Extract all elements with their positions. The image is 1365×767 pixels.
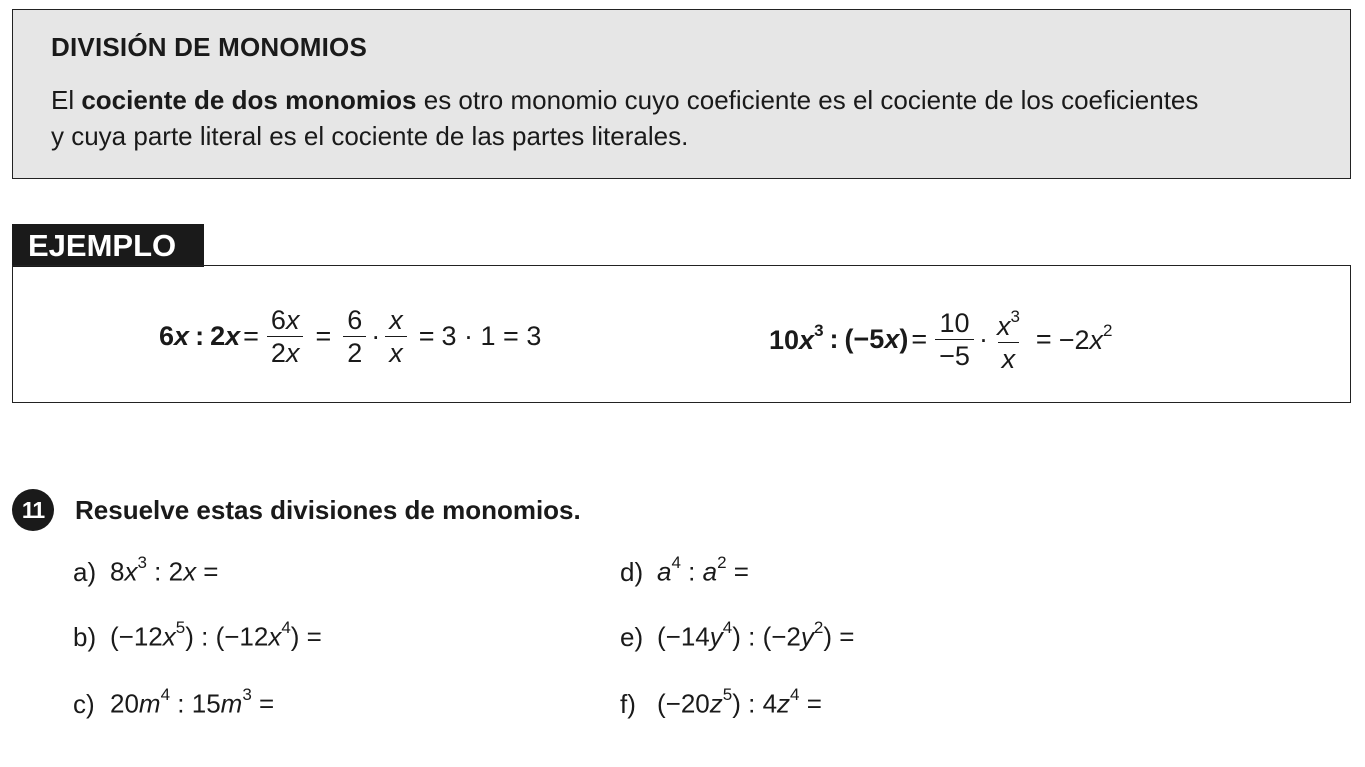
eq1-equals-1: = — [243, 321, 259, 351]
eq1-lhs-b: 2x — [210, 321, 241, 351]
theory-line1-pre: El — [51, 85, 82, 115]
theory-box — [12, 9, 1351, 179]
eq1-colon: : — [195, 321, 205, 351]
exercise-item-b: b) $(-12x^5)$ : $(-12x^4)$ = — [73, 618, 322, 652]
item-label: d) — [620, 556, 644, 587]
item-label: e) — [620, 621, 644, 652]
ejemplo-label: EJEMPLO — [12, 224, 204, 267]
eq1-equals-2: = — [315, 321, 332, 351]
theory-text — [51, 82, 1251, 154]
exercise-item-a: a) $8x^3$ : 2x = — [73, 553, 219, 587]
exercise-number-badge: 11 — [12, 489, 54, 531]
eq1-fraction-1: $\frac{6x}{2x}$ — [267, 304, 304, 369]
exercise-item-f: f) $(-20z^5)$ : $4z^4$ = — [620, 685, 822, 719]
exercise-item-d: d) $a^4$ : $a^2$ = — [620, 553, 749, 587]
example-equation-2 — [769, 304, 1112, 375]
exercise-item-c: c) $20m^4$ : $15m^3$ = — [73, 685, 275, 719]
theory-line2: y cuya parte literal es el cociente de las partes literales. — [51, 121, 689, 151]
theory-line1-bold: cociente de dos monomios — [81, 85, 417, 115]
eq1-fraction-2: $\frac{6}{2}$ — [343, 304, 366, 369]
item-label: c) — [73, 688, 95, 719]
item-label: b) — [73, 621, 97, 652]
exercise-item-e: e) $(-14y^4)$ : $(-2y^2)$ = — [620, 618, 855, 652]
item-label: a) — [73, 556, 97, 587]
eq1-fraction-3: $\frac{x}{x}$ — [385, 304, 407, 369]
example-equation-1 — [159, 304, 541, 369]
ejemplo-box — [12, 265, 1351, 403]
exercise-title: Resuelve estas divisiones de monomios. — [75, 494, 581, 525]
eq2-dot: · — [978, 324, 988, 354]
eq1-tail: 3 · 1 = 3 — [441, 321, 542, 351]
eq1-lhs-a: 6x — [159, 321, 190, 351]
eq2-lhs-a: $10x^3$ — [769, 320, 824, 355]
eq1-dot: · — [371, 321, 381, 351]
eq1-equals-3: = — [418, 321, 435, 351]
theory-line1-post: es otro monomio cuyo coeficiente es el cociente de los coeficientes — [416, 85, 1199, 115]
item-label: f) — [620, 688, 636, 719]
eq2-equals-2: = — [1035, 324, 1052, 354]
theory-title: DIVISIÓN DE MONOMIOS — [51, 32, 368, 62]
eq2-colon: : — [829, 324, 839, 354]
eq2-result: $-2x^2$ — [1058, 320, 1113, 355]
exercise-header — [12, 489, 581, 531]
eq2-lhs-b: (−5x) — [844, 324, 909, 354]
eq2-fraction-2: $\frac{x^3}{x}$ — [996, 307, 1020, 374]
eq2-equals-1: = — [911, 324, 928, 354]
eq2-fraction-1: $\frac{10}{-5}$ — [935, 307, 974, 372]
